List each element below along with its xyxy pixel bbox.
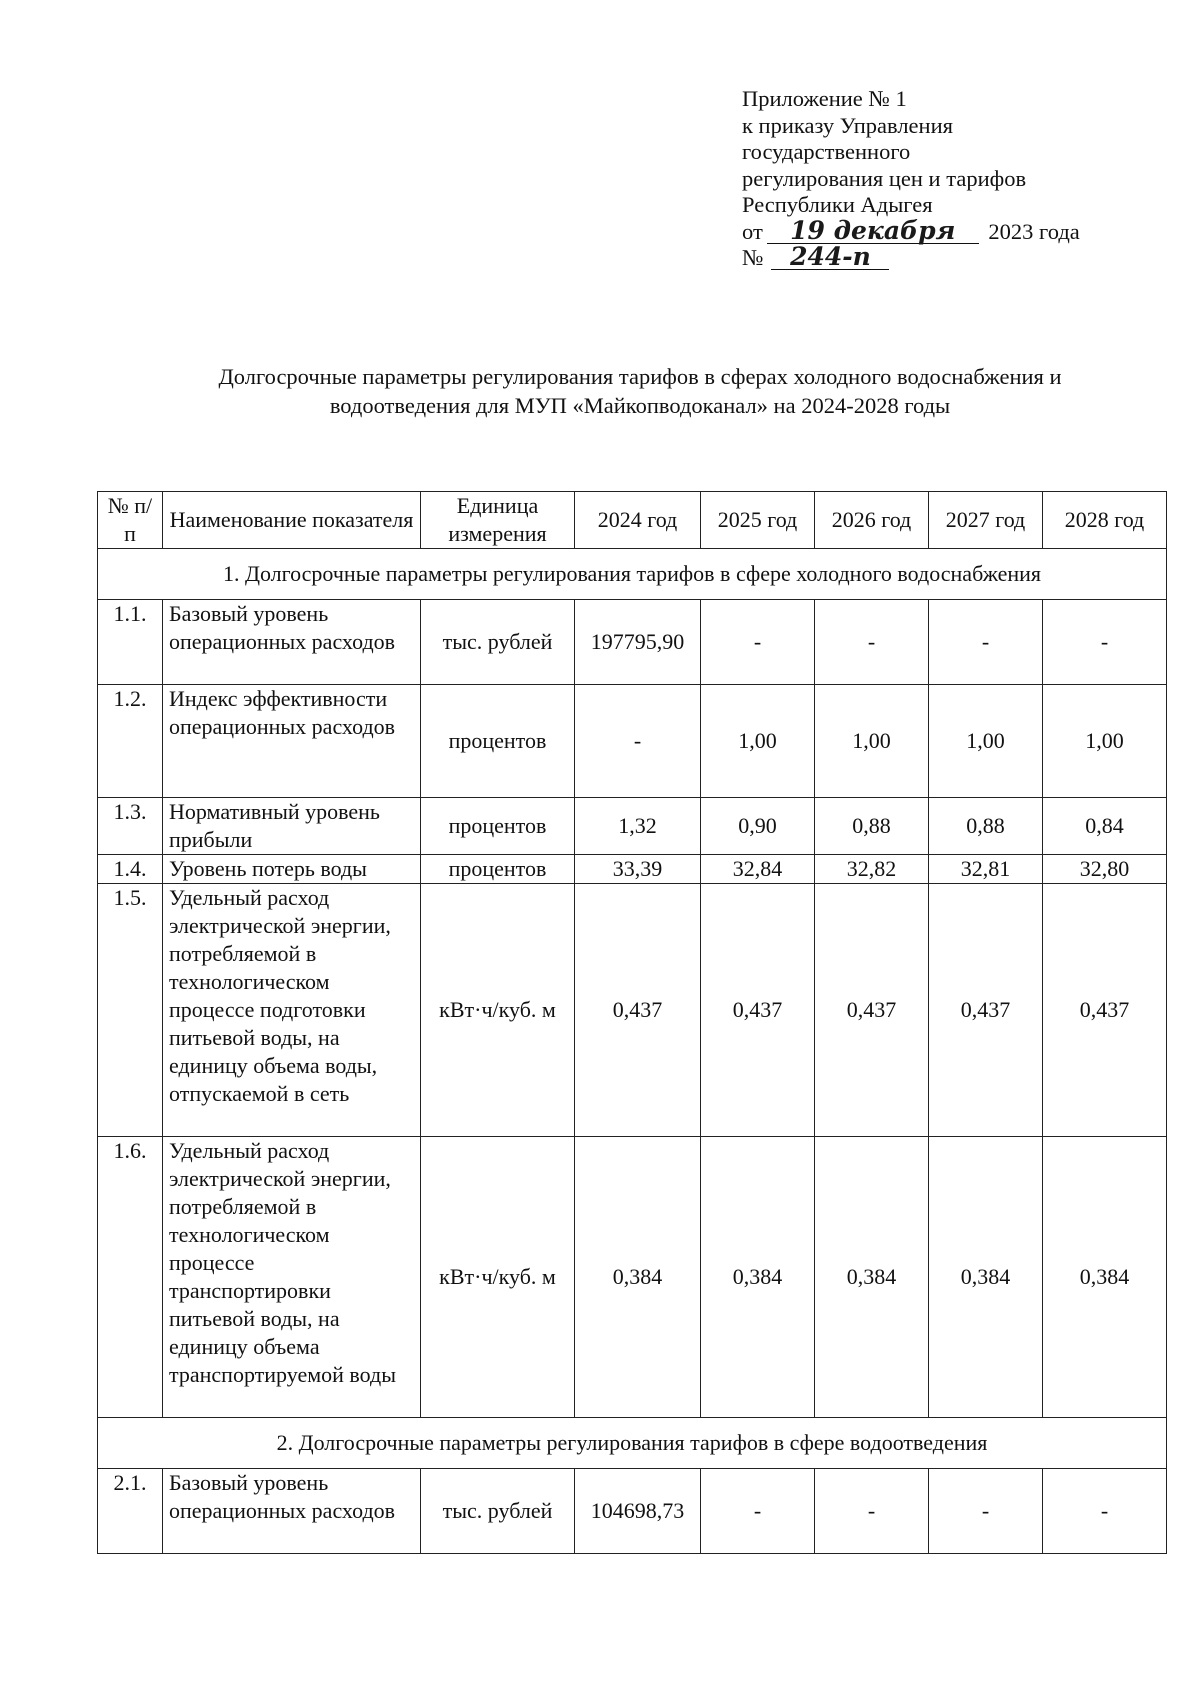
row-value-2026: -: [815, 600, 929, 685]
row-value-2025: 0,90: [701, 798, 815, 855]
row-value-2028: 0,437: [1043, 884, 1167, 1137]
appendix-number-line: [742, 242, 1162, 272]
row-value-2024: 1,32: [575, 798, 701, 855]
row-name: Базовый уровень операционных расходов: [163, 1469, 421, 1554]
row-value-2025: 1,00: [701, 685, 815, 798]
row-unit: кВт·ч/куб. м: [421, 1137, 575, 1418]
appendix-line-2: к приказу Управления: [742, 112, 953, 138]
header-2025: 2025 год: [701, 492, 815, 549]
row-num: 1.1.: [98, 600, 163, 685]
row-value-2028: -: [1043, 600, 1167, 685]
row-value-2024: 0,437: [575, 884, 701, 1137]
title-line-1: Долгосрочные параметры регулирования тарифов в сферах холодного водоснабжения и: [218, 364, 1062, 389]
row-value-2024: 33,39: [575, 855, 701, 884]
row-unit: процентов: [421, 855, 575, 884]
row-value-2025: 0,437: [701, 884, 815, 1137]
row-value-2028: 1,00: [1043, 685, 1167, 798]
row-value-2028: 0,384: [1043, 1137, 1167, 1418]
appendix-line-4: регулирования цен и тарифов: [742, 165, 1027, 191]
parameters-table: [97, 491, 1167, 1554]
header-num: № п/п: [98, 492, 163, 549]
appendix-line-1: Приложение № 1: [742, 86, 907, 111]
row-value-2026: -: [815, 1469, 929, 1554]
row-value-2026: 32,82: [815, 855, 929, 884]
row-value-2025: -: [701, 1469, 815, 1554]
appendix-line-3: государственного: [742, 139, 911, 164]
row-unit: тыс. рублей: [421, 600, 575, 685]
row-name: Базовый уровень операционных расходов: [163, 600, 421, 685]
row-value-2027: -: [929, 1469, 1043, 1554]
row-name: Удельный расход электрической энергии, потребляемой в технологическом процессе подготовки питьевой воды, на единицу объема воды, отпускаемой в сеть: [163, 884, 421, 1137]
section-row: [98, 549, 1167, 600]
document-title: [90, 362, 1190, 420]
header-2027: 2027 год: [929, 492, 1043, 549]
row-value-2027: 0,437: [929, 884, 1043, 1137]
row-num: 1.6.: [98, 1137, 163, 1418]
table-row: [98, 1469, 1167, 1554]
date-prefix: от: [742, 218, 763, 244]
table-row: [98, 884, 1167, 1137]
row-num: 1.4.: [98, 855, 163, 884]
table-header-row: [98, 492, 1167, 549]
header-2028: 2028 год: [1043, 492, 1167, 549]
header-unit: Единица измерения: [421, 492, 575, 549]
handwritten-date: 19 декабря: [790, 215, 956, 245]
section-row: [98, 1418, 1167, 1469]
row-name: Индекс эффективности операционных расходов: [163, 685, 421, 798]
header-name: Наименование показателя: [163, 492, 421, 549]
row-value-2027: 0,384: [929, 1137, 1043, 1418]
row-name: Удельный расход электрической энергии, потребляемой в технологическом процессе транспортировки питьевой воды, на единицу объема транспортируемой воды: [163, 1137, 421, 1418]
row-unit: процентов: [421, 798, 575, 855]
date-suffix: 2023 года: [988, 218, 1080, 244]
table-row: [98, 685, 1167, 798]
row-value-2027: 1,00: [929, 685, 1043, 798]
row-value-2024: 0,384: [575, 1137, 701, 1418]
row-value-2024: -: [575, 685, 701, 798]
row-value-2026: 1,00: [815, 685, 929, 798]
row-value-2028: 0,84: [1043, 798, 1167, 855]
row-num: 2.1.: [98, 1469, 163, 1554]
row-num: 1.2.: [98, 685, 163, 798]
row-name: Уровень потерь воды: [163, 855, 421, 884]
row-value-2027: 0,88: [929, 798, 1043, 855]
row-value-2024: 104698,73: [575, 1469, 701, 1554]
header-2026: 2026 год: [815, 492, 929, 549]
table-row: [98, 855, 1167, 884]
row-unit: тыс. рублей: [421, 1469, 575, 1554]
appendix-block: [742, 86, 1162, 272]
date-blank: [767, 215, 979, 245]
row-num: 1.5.: [98, 884, 163, 1137]
row-value-2026: 0,437: [815, 884, 929, 1137]
row-value-2025: 32,84: [701, 855, 815, 884]
table-row: [98, 600, 1167, 685]
row-value-2027: -: [929, 600, 1043, 685]
table-row: [98, 798, 1167, 855]
row-value-2028: -: [1043, 1469, 1167, 1554]
row-name: Нормативный уровень прибыли: [163, 798, 421, 855]
row-unit: процентов: [421, 685, 575, 798]
section-2-title: 2. Долгосрочные параметры регулирования тарифов в сфере водоотведения: [98, 1418, 1167, 1469]
row-value-2025: 0,384: [701, 1137, 815, 1418]
table-row: [98, 1137, 1167, 1418]
row-value-2024: 197795,90: [575, 600, 701, 685]
appendix-line-5: Республики Адыгея: [742, 192, 933, 217]
number-blank: [771, 242, 889, 271]
row-value-2028: 32,80: [1043, 855, 1167, 884]
row-value-2027: 32,81: [929, 855, 1043, 884]
section-1-title: 1. Долгосрочные параметры регулирования тарифов в сфере холодного водоснабжения: [98, 549, 1167, 600]
row-value-2026: 0,384: [815, 1137, 929, 1418]
handwritten-number: 244-п: [790, 242, 871, 271]
row-num: 1.3.: [98, 798, 163, 855]
row-unit: кВт·ч/куб. м: [421, 884, 575, 1137]
row-value-2025: -: [701, 600, 815, 685]
header-2024: 2024 год: [575, 492, 701, 549]
row-value-2026: 0,88: [815, 798, 929, 855]
title-line-2: водоотведения для МУП «Майкопводоканал» на 2024-2028 годы: [329, 393, 951, 418]
number-prefix: №: [742, 245, 764, 270]
